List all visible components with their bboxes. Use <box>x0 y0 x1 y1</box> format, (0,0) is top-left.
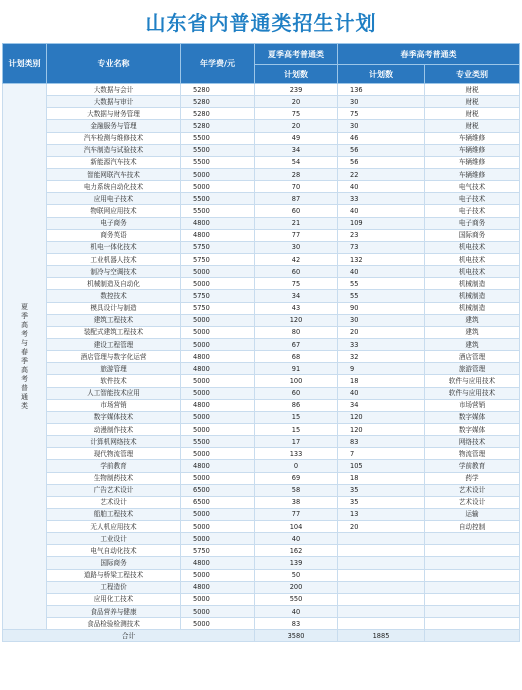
major-cell: 电气自动化技术 <box>47 545 181 557</box>
spring-count-cell: 32 <box>338 351 425 363</box>
summer-count-cell: 50 <box>255 569 338 581</box>
spring-major-cell: 酒店管理 <box>425 351 520 363</box>
spring-count-cell: 40 <box>338 205 425 217</box>
fee-cell: 5000 <box>181 618 255 630</box>
summer-count-cell: 91 <box>255 363 338 375</box>
spring-major-cell: 建筑 <box>425 338 520 350</box>
table-row <box>3 508 520 520</box>
major-cell: 市场营销 <box>47 399 181 411</box>
table-row <box>3 120 520 132</box>
major-cell: 电子商务 <box>47 217 181 229</box>
fee-cell: 5000 <box>181 266 255 278</box>
spring-major-cell: 财税 <box>425 84 520 96</box>
fee-cell: 4800 <box>181 351 255 363</box>
summer-count-cell: 100 <box>255 375 338 387</box>
spring-major-cell: 运输 <box>425 508 520 520</box>
spring-count-cell: 40 <box>338 387 425 399</box>
summer-count-cell: 83 <box>255 618 338 630</box>
spring-count-cell: 18 <box>338 472 425 484</box>
table-row <box>3 496 520 508</box>
category-label: 夏季高考与春季高考普通类 <box>21 302 28 410</box>
spring-count-cell: 46 <box>338 132 425 144</box>
spring-count-cell: 83 <box>338 436 425 448</box>
spring-major-cell: 财税 <box>425 108 520 120</box>
header-spring-group: 春季高考普通类 <box>338 44 520 65</box>
fee-cell: 5000 <box>181 168 255 180</box>
table-body <box>3 84 520 630</box>
major-cell: 智能网联汽车技术 <box>47 168 181 180</box>
spring-count-cell: 20 <box>338 326 425 338</box>
table-row <box>3 593 520 605</box>
summer-count-cell: 200 <box>255 581 338 593</box>
summer-count-cell: 75 <box>255 278 338 290</box>
spring-count-cell: 120 <box>338 423 425 435</box>
table-row <box>3 448 520 460</box>
fee-cell: 5000 <box>181 387 255 399</box>
major-cell: 食品营养与健康 <box>47 606 181 618</box>
spring-major-cell: 机电技术 <box>425 241 520 253</box>
fee-cell: 5280 <box>181 120 255 132</box>
spring-major-cell: 车辆维修 <box>425 156 520 168</box>
spring-major-cell: 机械制造 <box>425 290 520 302</box>
total-spring: 1885 <box>338 630 425 642</box>
summer-count-cell: 40 <box>255 533 338 545</box>
summer-count-cell: 60 <box>255 205 338 217</box>
spring-major-cell: 旅游管理 <box>425 363 520 375</box>
table-row <box>3 253 520 265</box>
major-cell: 广告艺术设计 <box>47 484 181 496</box>
table-row <box>3 144 520 156</box>
spring-major-cell: 市场营销 <box>425 399 520 411</box>
table-row <box>3 108 520 120</box>
major-cell: 动漫制作技术 <box>47 423 181 435</box>
enrollment-plan-table <box>2 43 520 642</box>
table-row <box>3 168 520 180</box>
spring-count-cell: 40 <box>338 181 425 193</box>
spring-major-cell <box>425 557 520 569</box>
table-row <box>3 96 520 108</box>
major-cell: 应用化工技术 <box>47 593 181 605</box>
summer-count-cell: 58 <box>255 484 338 496</box>
summer-count-cell: 15 <box>255 411 338 423</box>
major-cell: 道路与桥梁工程技术 <box>47 569 181 581</box>
table-row <box>3 351 520 363</box>
spring-count-cell: 56 <box>338 156 425 168</box>
spring-count-cell: 55 <box>338 278 425 290</box>
summer-count-cell: 120 <box>255 314 338 326</box>
table-row <box>3 205 520 217</box>
fee-cell: 5000 <box>181 375 255 387</box>
fee-cell: 5000 <box>181 423 255 435</box>
major-cell: 学前教育 <box>47 460 181 472</box>
spring-major-cell: 网络技术 <box>425 436 520 448</box>
summer-count-cell: 60 <box>255 387 338 399</box>
major-cell: 工业机器人技术 <box>47 253 181 265</box>
summer-count-cell: 30 <box>255 241 338 253</box>
spring-major-cell: 电子技术 <box>425 205 520 217</box>
summer-count-cell: 40 <box>255 606 338 618</box>
spring-major-cell: 药学 <box>425 472 520 484</box>
summer-count-cell: 60 <box>255 266 338 278</box>
total-row <box>3 630 520 642</box>
summer-count-cell: 77 <box>255 229 338 241</box>
table-row <box>3 436 520 448</box>
spring-major-cell: 机电技术 <box>425 253 520 265</box>
spring-major-cell: 电子技术 <box>425 193 520 205</box>
major-cell: 新能源汽车技术 <box>47 156 181 168</box>
summer-count-cell: 17 <box>255 436 338 448</box>
spring-major-cell <box>425 569 520 581</box>
spring-count-cell <box>338 545 425 557</box>
summer-count-cell: 49 <box>255 132 338 144</box>
summer-count-cell: 67 <box>255 338 338 350</box>
spring-major-cell: 数字媒体 <box>425 423 520 435</box>
spring-count-cell: 22 <box>338 168 425 180</box>
summer-count-cell: 28 <box>255 168 338 180</box>
spring-count-cell: 33 <box>338 193 425 205</box>
table-row <box>3 302 520 314</box>
major-cell: 大数据与财务管理 <box>47 108 181 120</box>
fee-cell: 4800 <box>181 229 255 241</box>
fee-cell: 5750 <box>181 545 255 557</box>
spring-major-cell <box>425 533 520 545</box>
table-row <box>3 217 520 229</box>
fee-cell: 5500 <box>181 193 255 205</box>
fee-cell: 4800 <box>181 217 255 229</box>
fee-cell: 5000 <box>181 569 255 581</box>
table-row <box>3 533 520 545</box>
summer-count-cell: 104 <box>255 521 338 533</box>
spring-count-cell: 20 <box>338 521 425 533</box>
spring-major-cell: 车辆维修 <box>425 132 520 144</box>
spring-major-cell: 车辆维修 <box>425 168 520 180</box>
major-cell: 金融服务与管理 <box>47 120 181 132</box>
table-row <box>3 569 520 581</box>
table-row <box>3 290 520 302</box>
table-row <box>3 545 520 557</box>
spring-major-cell: 电子商务 <box>425 217 520 229</box>
summer-count-cell: 43 <box>255 302 338 314</box>
fee-cell: 5280 <box>181 96 255 108</box>
summer-count-cell: 42 <box>255 253 338 265</box>
spring-count-cell: 105 <box>338 460 425 472</box>
spring-major-cell: 电气技术 <box>425 181 520 193</box>
major-cell: 船舶工程技术 <box>47 508 181 520</box>
table-row <box>3 521 520 533</box>
table-row <box>3 266 520 278</box>
spring-count-cell: 75 <box>338 108 425 120</box>
major-cell: 大数据与审计 <box>47 96 181 108</box>
spring-count-cell: 73 <box>338 241 425 253</box>
spring-major-cell: 艺术设计 <box>425 496 520 508</box>
major-cell: 机电一体化技术 <box>47 241 181 253</box>
fee-cell: 5500 <box>181 156 255 168</box>
table-row <box>3 581 520 593</box>
spring-count-cell: 18 <box>338 375 425 387</box>
spring-count-cell: 90 <box>338 302 425 314</box>
header-category: 计划类别 <box>3 44 47 84</box>
fee-cell: 5000 <box>181 533 255 545</box>
summer-count-cell: 139 <box>255 557 338 569</box>
fee-cell: 5280 <box>181 84 255 96</box>
table-row <box>3 229 520 241</box>
table-row <box>3 460 520 472</box>
fee-cell: 5750 <box>181 241 255 253</box>
header-summer-group: 夏季高考普通类 <box>255 44 338 65</box>
fee-cell: 5500 <box>181 144 255 156</box>
spring-major-cell: 数字媒体 <box>425 411 520 423</box>
spring-count-cell <box>338 618 425 630</box>
major-cell: 电力系统自动化技术 <box>47 181 181 193</box>
summer-count-cell: 21 <box>255 217 338 229</box>
fee-cell: 5500 <box>181 205 255 217</box>
page-title: 山东省内普通类招生计划 <box>145 11 377 35</box>
major-cell: 建设工程管理 <box>47 338 181 350</box>
summer-count-cell: 20 <box>255 120 338 132</box>
summer-count-cell: 162 <box>255 545 338 557</box>
fee-cell: 4800 <box>181 363 255 375</box>
total-summer: 3580 <box>255 630 338 642</box>
summer-count-cell: 550 <box>255 593 338 605</box>
major-cell: 装配式建筑工程技术 <box>47 326 181 338</box>
header-major: 专业名称 <box>47 44 181 84</box>
spring-count-cell: 120 <box>338 411 425 423</box>
summer-count-cell: 133 <box>255 448 338 460</box>
table-row <box>3 278 520 290</box>
table-row <box>3 472 520 484</box>
fee-cell: 5750 <box>181 302 255 314</box>
table-row <box>3 326 520 338</box>
header-spring-major: 专业类别 <box>425 65 520 84</box>
spring-major-cell <box>425 593 520 605</box>
major-cell: 国际商务 <box>47 557 181 569</box>
spring-count-cell: 34 <box>338 399 425 411</box>
fee-cell: 5000 <box>181 593 255 605</box>
table-row <box>3 338 520 350</box>
table-row <box>3 387 520 399</box>
spring-count-cell: 23 <box>338 229 425 241</box>
spring-major-cell: 财税 <box>425 96 520 108</box>
spring-count-cell <box>338 606 425 618</box>
major-cell: 无人机应用技术 <box>47 521 181 533</box>
table-row <box>3 241 520 253</box>
spring-count-cell: 132 <box>338 253 425 265</box>
fee-cell: 5000 <box>181 278 255 290</box>
spring-count-cell: 30 <box>338 314 425 326</box>
table-row <box>3 423 520 435</box>
spring-count-cell: 30 <box>338 96 425 108</box>
table-row <box>3 484 520 496</box>
spring-major-cell: 财税 <box>425 120 520 132</box>
fee-cell: 5750 <box>181 253 255 265</box>
fee-cell: 4800 <box>181 399 255 411</box>
spring-major-cell <box>425 618 520 630</box>
fee-cell: 5000 <box>181 508 255 520</box>
spring-count-cell: 136 <box>338 84 425 96</box>
major-cell: 应用电子技术 <box>47 193 181 205</box>
major-cell: 软件技术 <box>47 375 181 387</box>
spring-count-cell: 35 <box>338 484 425 496</box>
fee-cell: 5500 <box>181 436 255 448</box>
fee-cell: 5000 <box>181 521 255 533</box>
major-cell: 建筑工程技术 <box>47 314 181 326</box>
summer-count-cell: 15 <box>255 423 338 435</box>
major-cell: 汽车检测与维修技术 <box>47 132 181 144</box>
spring-major-cell: 学前教育 <box>425 460 520 472</box>
spring-major-cell: 车辆维修 <box>425 144 520 156</box>
spring-major-cell: 自动控制 <box>425 521 520 533</box>
table-row <box>3 606 520 618</box>
major-cell: 模具设计与制造 <box>47 302 181 314</box>
summer-count-cell: 86 <box>255 399 338 411</box>
table-row <box>3 181 520 193</box>
spring-count-cell: 56 <box>338 144 425 156</box>
table-row <box>3 557 520 569</box>
spring-major-cell: 机械制造 <box>425 278 520 290</box>
summer-count-cell: 34 <box>255 290 338 302</box>
spring-count-cell <box>338 593 425 605</box>
major-cell: 制冷与空调技术 <box>47 266 181 278</box>
spring-count-cell: 30 <box>338 120 425 132</box>
major-cell: 物联网应用技术 <box>47 205 181 217</box>
spring-count-cell <box>338 569 425 581</box>
fee-cell: 6500 <box>181 484 255 496</box>
major-cell: 旅游管理 <box>47 363 181 375</box>
spring-count-cell <box>338 533 425 545</box>
fee-cell: 5000 <box>181 411 255 423</box>
table-row <box>3 132 520 144</box>
header-summer-count: 计划数 <box>255 65 338 84</box>
major-cell: 数字媒体技术 <box>47 411 181 423</box>
spring-count-cell: 7 <box>338 448 425 460</box>
spring-major-cell: 建筑 <box>425 314 520 326</box>
summer-count-cell: 34 <box>255 144 338 156</box>
summer-count-cell: 87 <box>255 193 338 205</box>
summer-count-cell: 80 <box>255 326 338 338</box>
spring-count-cell: 109 <box>338 217 425 229</box>
table-row <box>3 84 520 96</box>
spring-major-cell: 国际商务 <box>425 229 520 241</box>
spring-count-cell: 33 <box>338 338 425 350</box>
summer-count-cell: 75 <box>255 108 338 120</box>
total-label: 合计 <box>3 630 255 642</box>
table-row <box>3 618 520 630</box>
major-cell: 艺术设计 <box>47 496 181 508</box>
category-cell <box>3 84 47 630</box>
major-cell: 商务英语 <box>47 229 181 241</box>
spring-major-cell <box>425 606 520 618</box>
major-cell: 大数据与会计 <box>47 84 181 96</box>
summer-count-cell: 54 <box>255 156 338 168</box>
major-cell: 酒店管理与数字化运营 <box>47 351 181 363</box>
major-cell: 工业设计 <box>47 533 181 545</box>
spring-count-cell <box>338 557 425 569</box>
spring-major-cell: 软件与应用技术 <box>425 375 520 387</box>
spring-major-cell: 物流管理 <box>425 448 520 460</box>
table-row <box>3 156 520 168</box>
total-empty <box>425 630 520 642</box>
table-row <box>3 411 520 423</box>
fee-cell: 5750 <box>181 290 255 302</box>
spring-major-cell <box>425 581 520 593</box>
major-cell: 食品检验检测技术 <box>47 618 181 630</box>
summer-count-cell: 70 <box>255 181 338 193</box>
spring-count-cell: 40 <box>338 266 425 278</box>
spring-count-cell <box>338 581 425 593</box>
table-row <box>3 399 520 411</box>
fee-cell: 4800 <box>181 557 255 569</box>
spring-major-cell: 建筑 <box>425 326 520 338</box>
table-row <box>3 363 520 375</box>
table-row <box>3 314 520 326</box>
major-cell: 生物制药技术 <box>47 472 181 484</box>
fee-cell: 5000 <box>181 448 255 460</box>
spring-major-cell: 软件与应用技术 <box>425 387 520 399</box>
summer-count-cell: 38 <box>255 496 338 508</box>
spring-count-cell: 55 <box>338 290 425 302</box>
header-spring-count: 计划数 <box>338 65 425 84</box>
fee-cell: 5000 <box>181 338 255 350</box>
summer-count-cell: 69 <box>255 472 338 484</box>
summer-count-cell: 77 <box>255 508 338 520</box>
major-cell: 数控技术 <box>47 290 181 302</box>
summer-count-cell: 20 <box>255 96 338 108</box>
major-cell: 汽车制造与试验技术 <box>47 144 181 156</box>
table-row <box>3 193 520 205</box>
spring-major-cell: 机电技术 <box>425 266 520 278</box>
fee-cell: 4800 <box>181 581 255 593</box>
spring-major-cell: 艺术设计 <box>425 484 520 496</box>
major-cell: 机械制造及自动化 <box>47 278 181 290</box>
fee-cell: 4800 <box>181 460 255 472</box>
summer-count-cell: 239 <box>255 84 338 96</box>
spring-major-cell: 机械制造 <box>425 302 520 314</box>
summer-count-cell: 68 <box>255 351 338 363</box>
major-cell: 人工智能技术应用 <box>47 387 181 399</box>
summer-count-cell: 0 <box>255 460 338 472</box>
fee-cell: 5000 <box>181 472 255 484</box>
major-cell: 计算机网络技术 <box>47 436 181 448</box>
major-cell: 现代物流管理 <box>47 448 181 460</box>
fee-cell: 5000 <box>181 326 255 338</box>
header-fee: 年学费/元 <box>181 44 255 84</box>
spring-count-cell: 13 <box>338 508 425 520</box>
fee-cell: 5000 <box>181 314 255 326</box>
fee-cell: 6500 <box>181 496 255 508</box>
fee-cell: 5000 <box>181 181 255 193</box>
spring-major-cell <box>425 545 520 557</box>
fee-cell: 5000 <box>181 606 255 618</box>
spring-count-cell: 9 <box>338 363 425 375</box>
table-row <box>3 375 520 387</box>
major-cell: 工程造价 <box>47 581 181 593</box>
fee-cell: 5280 <box>181 108 255 120</box>
fee-cell: 5500 <box>181 132 255 144</box>
spring-count-cell: 35 <box>338 496 425 508</box>
